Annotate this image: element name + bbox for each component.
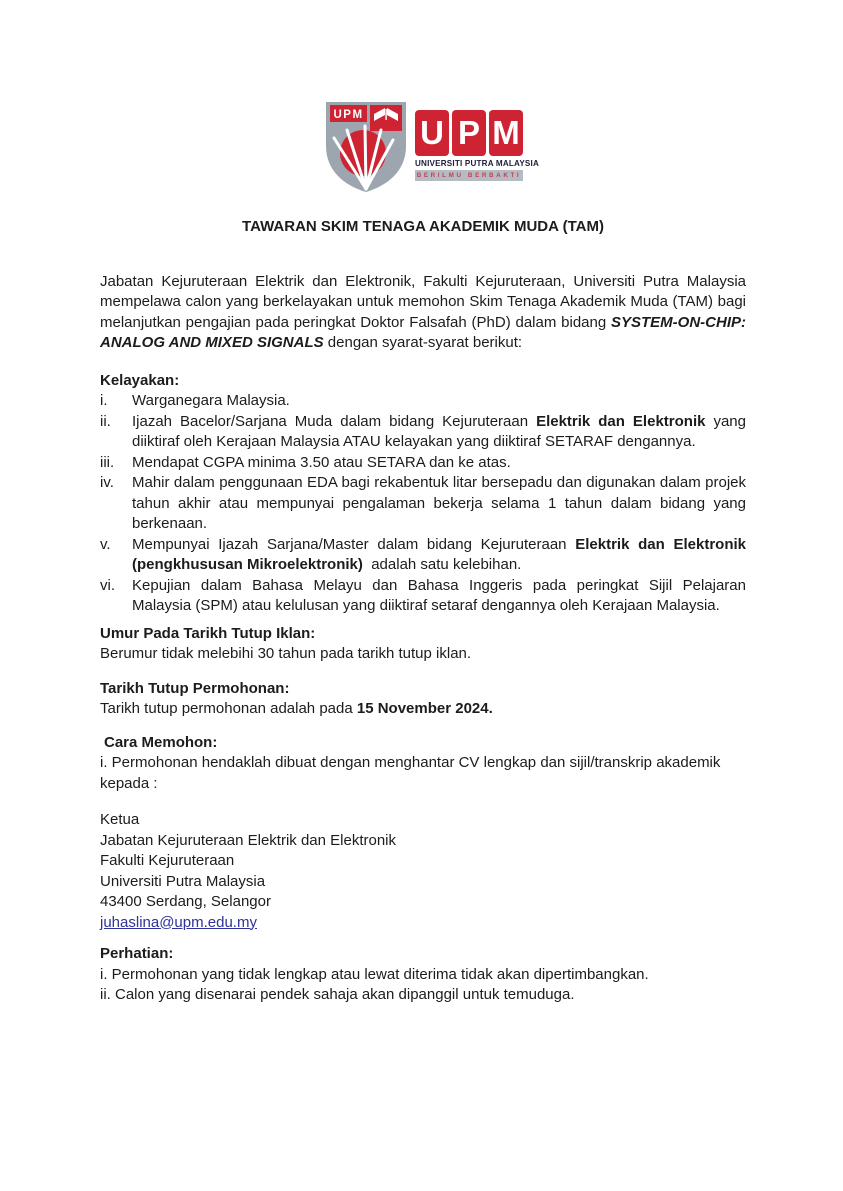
list-item: [100, 535, 746, 576]
list-item: [100, 412, 746, 453]
upm-letter-m: M: [489, 110, 523, 156]
address-line: 43400 Serdang, Selangor: [100, 893, 271, 910]
crest-acronym-label: UPM: [333, 109, 364, 121]
list-item-run: adalah satu kelebihan.: [362, 556, 522, 573]
tarikh-text: Tarikh tutup permohonan adalah pada: [100, 700, 357, 717]
list-item-run: Warganegara Malaysia.: [132, 392, 290, 409]
list-item: [100, 391, 746, 412]
list-item-number: ii.: [100, 412, 111, 430]
address-line: Ketua: [100, 811, 140, 828]
perhatian-note: i. Permohonan yang tidak lengkap atau lewat diterima tidak akan dipertimbangkan.: [100, 965, 649, 983]
cara-body: i. Permohonan hendaklah dibuat dengan menghantar CV lengkap dan sijil/transkrip akademik kepada :: [100, 754, 721, 792]
upm-logo: [100, 0, 746, 194]
list-item-run: Mempunyai Ijazah Sarjana/Master dalam bidang Kejuruteraan: [132, 535, 576, 553]
upm-crest-icon: [323, 100, 409, 194]
contact-address: [100, 810, 746, 933]
list-item-number: i.: [100, 392, 108, 409]
list-item-number: v.: [100, 535, 111, 553]
intro-paragraph: [100, 272, 746, 354]
list-item: [100, 576, 746, 617]
email-link[interactable]: juhaslina@upm.edu.my: [100, 913, 257, 931]
list-item-run: yang diiktiraf oleh Kerajaan Malaysia ATAU kelayakan yang diiktiraf SETARAF dengannya.: [132, 412, 746, 450]
university-motto: BERILMU BERBAKTI: [416, 172, 522, 179]
list-item-number: iii.: [100, 453, 115, 471]
list-item-text: [132, 535, 746, 576]
cara-heading: Cara Memohon:: [104, 733, 218, 751]
university-name: UNIVERSITI PUTRA MALAYSIA: [415, 159, 540, 168]
list-item-number: iv.: [100, 474, 114, 491]
umur-body: Berumur tidak melebihi 30 tahun pada tarikh tutup iklan.: [100, 645, 472, 662]
list-item-number: vi.: [100, 576, 115, 594]
perhatian-heading: Perhatian:: [100, 945, 174, 962]
upm-wordmark: [415, 110, 540, 181]
list-item-text: [132, 412, 746, 453]
intro-text: Jabatan Kejuruteraan Elektrik dan Elektronik, Fakulti Kejuruteraan, Universiti Putra Malaysia mempelawa calon yang berkelayakan untuk memohon Skim Tenaga Akademik Muda (TAM) bagi melanjutkan pengajian pada peringkat Doktor Falsafah (PhD) dalam bidang: [100, 272, 746, 331]
list-item-text: [132, 473, 746, 535]
upm-letter-p: P: [452, 110, 486, 156]
list-item-bold-run: Elektrik dan Elektronik: [536, 412, 706, 430]
list-item: [100, 453, 746, 474]
address-line: Universiti Putra Malaysia: [100, 872, 266, 890]
umur-heading: Umur Pada Tarikh Tutup Iklan:: [100, 624, 316, 642]
intro-text-post: dengan syarat-syarat berikut:: [323, 334, 523, 351]
list-item-run: Ijazah Bacelor/Sarjana Muda dalam bidang Kejuruteraan: [132, 412, 537, 430]
kelayakan-list: [100, 391, 746, 617]
address-line: Fakulti Kejuruteraan: [100, 852, 235, 869]
closing-date: 15 November 2024.: [356, 700, 493, 717]
list-item-text: [132, 391, 746, 412]
list-item: [100, 473, 746, 535]
page-title: TAWARAN SKIM TENAGA AKADEMIK MUDA (TAM): [242, 218, 604, 235]
list-item-run: Mahir dalam penggunaan EDA bagi rekabentuk litar bersepadu dan digunakan dalam projek tahun akhir atau mempunyai pengalaman bekerja selama 1 tahun dalam bidang yang berkenaan.: [132, 474, 746, 532]
list-item-text: [132, 453, 746, 474]
tarikh-body: [100, 699, 746, 720]
intro-field-of-study: SYSTEM-ON-CHIP: ANALOG AND MIXED SIGNALS: [100, 313, 746, 351]
book-icon: [370, 105, 402, 131]
list-item-bold-run: Elektrik dan Elektronik (pengkhususan Mikroelektronik): [132, 535, 746, 573]
list-item-run: Kepujian dalam Bahasa Melayu dan Bahasa Inggeris pada peringkat Sijil Pelajaran Malaysia (SPM) atau kelulusan yang diiktiraf setaraf dengannya oleh Kerajaan Malaysia.: [132, 576, 746, 614]
kelayakan-heading: Kelayakan:: [100, 371, 180, 389]
upm-letter-blocks: [415, 110, 523, 156]
upm-letter-u: U: [415, 110, 449, 156]
list-item-text: [132, 576, 746, 617]
list-item-run: Mendapat CGPA minima 3.50 atau SETARA dan ke atas.: [132, 453, 511, 471]
perhatian-note: ii. Calon yang disenarai pendek sahaja akan dipanggil untuk temuduga.: [100, 986, 575, 1003]
address-line: Jabatan Kejuruteraan Elektrik dan Elektronik: [100, 831, 397, 849]
tarikh-heading: Tarikh Tutup Permohonan:: [100, 679, 290, 697]
